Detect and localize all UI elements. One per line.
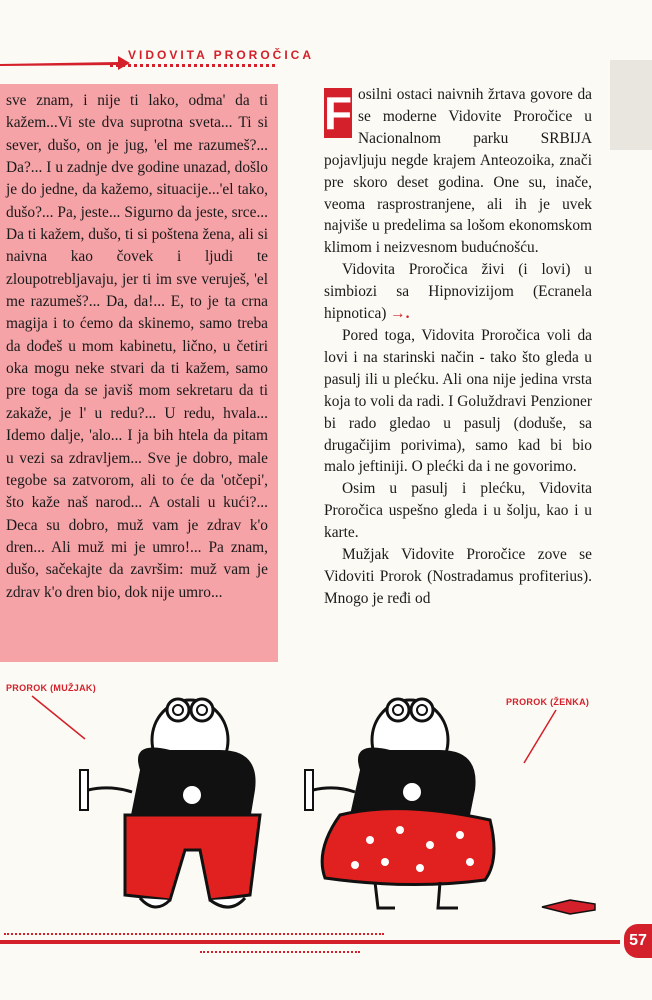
footer-dotted-rule-bottom <box>200 951 360 953</box>
pointing-hand-icon <box>540 892 600 922</box>
header-title: VIDOVITA PROROČICA <box>128 48 315 62</box>
male-prophet-illustration <box>70 680 300 920</box>
running-header <box>0 38 652 78</box>
paragraph-4: Osim u pasulj i plećku, Vidovita Proročica uspešno gleda i u šolju, kao i u karte. <box>324 480 592 542</box>
paragraph-5: Mužjak Vidovite Proročice zove se Vidoviti Prorok (Nostradamus profiterius). Mnogo je ređi od <box>324 546 592 607</box>
page-number: 57 <box>624 924 652 958</box>
label-male: PROROK (MUŽJAK) <box>6 683 96 693</box>
paragraph-3: Pored toga, Vidovita Proročica voli da lovi i na starinski način - tako što gleda u pasulj ili u plećku. Ali ona nije jedina vrsta koja to voli da radi. I Goluždravi Penzioner bi rado gledao u pasulj (doduše, sa drugačijim porivima), samo kad bi bio malo jeftiniji. O plećki da i ne govorimo. <box>324 326 592 476</box>
article-body <box>324 84 592 610</box>
quote-text: sve znam, i nije ti lako, odma' da ti kažem...Vi ste dva suprotna sveta... Ti si sever, dušo, on je jug, 'el me razumeš?... Da?... I u zadnje dve godine unazad, došlo je do jedne, da kažemo, situacije...'el tako, dušo?... Pa, jeste... Sigurno da jeste, srce... Da ti kažem, dušo, ti si poštena žena, ali si naivna kao čovek i ljudi te zloupotrebljavaju, jer ti im sve veruješ, 'el me razumeš?... Da, da!... E, to je ta crna magija i to ćemo da skinemo, samo treba da dođeš u mom kabinetu, lično, u četiri oka mogu neke stvari da ti kažem, samo pre toga da se javiš mom sekretaru da ti zakaže, je l' u redu?... U redu, hvala... Idemo dalje, 'alo... I ja bih htela da pitam u vezi sa zdravljem... Sve je dobro, male tegobe sa zatvorom, ali to će da 'otčepi', što kaže naš narod... A ostali u kući?... Deca su dobro, muž vam je zdrav k'o dren... Ali muž mi je umro!... Pa znam, dušo, sačekajte da završim: muž vam je zdrav k'o dren bio, dok nije umro... <box>6 92 268 601</box>
paragraph-2: Vidovita Proročica živi (i lovi) u simbiozi sa Hipnovizijom (Ecranela hipnotica) <box>324 261 592 323</box>
footer-rule <box>0 940 620 944</box>
paragraph-1: osilni ostaci naivnih žrtava govore da se moderne Vidovite Proročice u Nacionalnom parku SRBIJA pojavljuju negde krajem Anteozoika, znači pre skoro deset godina. One su, inače, veoma rasprostranjene, ali ih je uvek najviše u predelima sa lošom ekonomskom klimom i neizvesnom budućnošću. <box>324 86 592 257</box>
drop-cap: F <box>324 87 353 139</box>
label-female-pointer <box>520 708 560 768</box>
header-dotted-rule <box>110 64 275 67</box>
female-prophet-illustration <box>300 680 500 920</box>
inline-arrow-icon: →. <box>390 305 410 323</box>
footer-dotted-rule-top <box>4 933 384 935</box>
header-arrow-icon <box>0 52 130 72</box>
label-female: PROROK (ŽENKA) <box>506 697 590 707</box>
